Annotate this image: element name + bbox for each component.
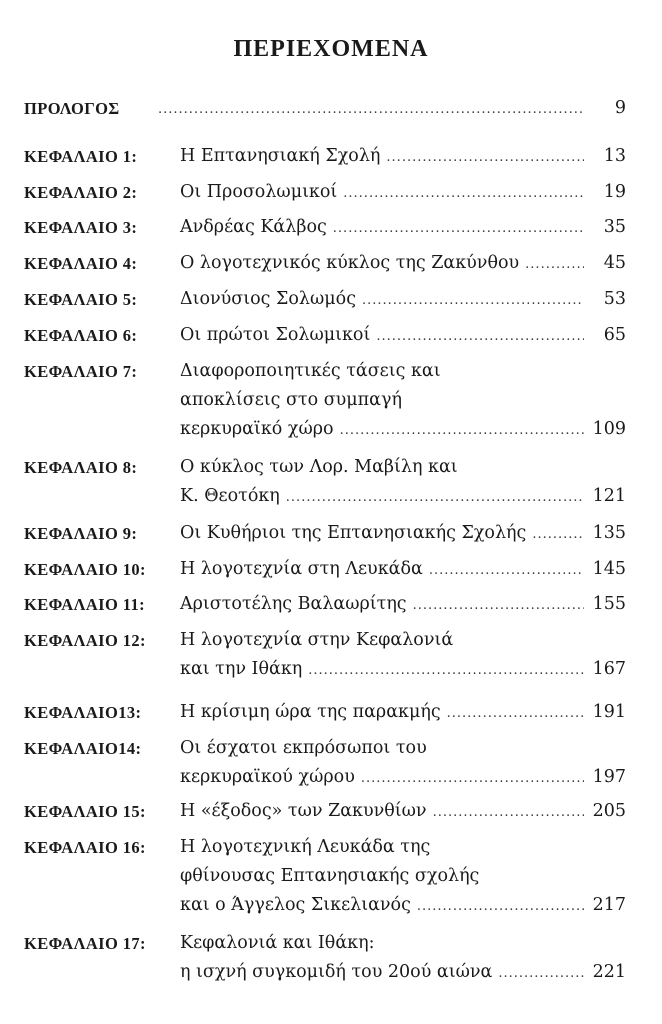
toc-entry-line <box>24 929 626 958</box>
chapter-title: Ο λογοτεχνικός κύκλος της Ζακύνθου <box>180 253 520 273</box>
chapter-label: ΚΕΦΑΛΑΙΟ 7: <box>24 362 138 381</box>
dot-leader <box>362 286 584 315</box>
page-number: 217 <box>592 895 626 915</box>
toc-entry-line <box>24 285 626 314</box>
dot-leader <box>532 520 584 549</box>
dot-leader <box>386 143 584 172</box>
page-number: 53 <box>603 289 626 309</box>
page-number: 205 <box>592 801 626 821</box>
chapter-label: ΠΡΟΛΟΓΟΣ <box>24 99 120 118</box>
page-number: 197 <box>592 767 626 787</box>
chapter-title: Οι Κυθήριοι της Επτανησιακής Σχολής <box>180 523 527 543</box>
chapter-title: Αριστοτέλης Βαλαωρίτης <box>180 594 407 614</box>
toc-entry-line <box>24 142 626 171</box>
toc-entry-line <box>24 213 626 242</box>
page-number: 155 <box>592 594 626 614</box>
dot-leader <box>286 483 584 512</box>
toc-entry <box>24 929 626 987</box>
toc-entry <box>24 519 626 548</box>
toc-entry <box>24 94 626 123</box>
toc-entry-line <box>24 626 626 655</box>
dot-leader <box>447 699 584 728</box>
page-number: 191 <box>592 702 626 722</box>
toc-entry-line <box>24 386 626 415</box>
chapter-title: Οι έσχατοι εκπρόσωποι του <box>180 738 427 758</box>
toc-entry <box>24 357 626 444</box>
page-number: 45 <box>603 253 626 273</box>
chapter-title: κερκυραϊκό χώρο <box>180 419 334 439</box>
page-number: 121 <box>592 486 626 506</box>
toc-entry <box>24 142 626 171</box>
toc-entry-line <box>24 94 626 123</box>
chapter-title: Διαφοροποιητικές τάσεις και <box>180 361 441 381</box>
chapter-label: ΚΕΦΑΛΑΙΟ 4: <box>24 254 138 273</box>
toc-entry-line <box>24 862 626 891</box>
toc-entry <box>24 213 626 242</box>
chapter-title: η ισχνή συγκομιδή του 20ού αιώνα <box>180 962 493 982</box>
toc-entry-line <box>24 734 626 763</box>
toc-entry <box>24 590 626 619</box>
toc-entry-line <box>24 833 626 862</box>
dot-leader <box>158 95 584 124</box>
toc-entry-line <box>24 519 626 548</box>
page-number: 221 <box>592 962 626 982</box>
toc-entry <box>24 285 626 314</box>
toc-entry-line <box>24 590 626 619</box>
chapter-label: ΚΕΦΑΛΑΙΟ 16: <box>24 838 146 857</box>
chapter-label: ΚΕΦΑΛΑΙΟ 2: <box>24 183 138 202</box>
page-number: 19 <box>603 182 626 202</box>
chapter-label: ΚΕΦΑΛΑΙΟ 3: <box>24 218 138 237</box>
toc-entry <box>24 249 626 278</box>
toc-entry-line <box>24 482 626 511</box>
toc-entry-line <box>24 763 626 792</box>
toc-entry-line <box>24 655 626 684</box>
chapter-label: ΚΕΦΑΛΑΙΟ 11: <box>24 595 146 614</box>
dot-leader <box>376 322 584 351</box>
dot-leader <box>417 892 584 921</box>
chapter-label: ΚΕΦΑΛΑΙΟ 8: <box>24 458 138 477</box>
dot-leader <box>429 556 584 585</box>
page-number: 135 <box>592 523 626 543</box>
chapter-label: ΚΕΦΑΛΑΙΟ 10: <box>24 560 146 579</box>
toc-entry-line <box>24 958 626 987</box>
chapter-label: ΚΕΦΑΛΑΙΟ14: <box>24 739 142 758</box>
page-title: ΠΕΡΙΕΧΟΜΕΝΑ <box>233 36 429 62</box>
toc-entry-line <box>24 415 626 444</box>
toc-entry <box>24 833 626 920</box>
chapter-title: Η «έξοδος» των Ζακυνθίων <box>180 801 427 821</box>
toc-entry-line <box>24 321 626 350</box>
dot-leader <box>333 214 584 243</box>
chapter-label: ΚΕΦΑΛΑΙΟ13: <box>24 703 142 722</box>
toc-entry-line <box>24 249 626 278</box>
chapter-title: Η κρίσιμη ώρα της παρακμής <box>180 702 441 722</box>
toc-entry <box>24 698 626 727</box>
page-number: 9 <box>614 98 626 118</box>
toc-entry <box>24 178 626 207</box>
chapter-title: Η λογοτεχνία στη Λευκάδα <box>180 559 423 579</box>
chapter-label: ΚΕΦΑΛΑΙΟ 1: <box>24 147 138 166</box>
toc-entry <box>24 797 626 826</box>
toc-entry-line <box>24 357 626 386</box>
chapter-title: και την Ιθάκη <box>180 659 303 679</box>
chapter-title: αποκλίσεις στο συμπαγή <box>180 390 402 410</box>
toc-entry-line <box>24 555 626 584</box>
toc-entry-line <box>24 891 626 920</box>
chapter-label: ΚΕΦΑΛΑΙΟ 5: <box>24 290 138 309</box>
chapter-title: Ανδρέας Κάλβος <box>180 217 327 237</box>
chapter-title: Διονύσιος Σολωμός <box>180 289 356 309</box>
chapter-title: Η λογοτεχνική Λευκάδα της <box>180 837 431 857</box>
chapter-label: ΚΕΦΑΛΑΙΟ 15: <box>24 802 146 821</box>
chapter-title: φθίνουσας Επτανησιακής σχολής <box>180 866 480 886</box>
dot-leader <box>308 656 584 685</box>
page-number: 167 <box>592 659 626 679</box>
page-number: 13 <box>603 146 626 166</box>
toc-entry <box>24 321 626 350</box>
chapter-title: Η Επτανησιακή Σχολή <box>180 146 381 166</box>
toc-entry <box>24 626 626 684</box>
chapter-label: ΚΕΦΑΛΑΙΟ 12: <box>24 631 146 650</box>
dot-leader <box>340 416 584 445</box>
dot-leader <box>361 764 584 793</box>
chapter-title: Οι πρώτοι Σολωμικοί <box>180 325 371 345</box>
dot-leader <box>343 179 584 208</box>
toc-entry-line <box>24 178 626 207</box>
chapter-label: ΚΕΦΑΛΑΙΟ 6: <box>24 326 138 345</box>
toc-entry-line <box>24 453 626 482</box>
chapter-title: κερκυραϊκού χώρου <box>180 767 355 787</box>
toc-entry-line <box>24 797 626 826</box>
chapter-label: ΚΕΦΑΛΑΙΟ 9: <box>24 524 138 543</box>
page-number: 35 <box>603 217 626 237</box>
dot-leader <box>433 798 584 827</box>
toc-entry-line <box>24 698 626 727</box>
toc-entry <box>24 453 626 511</box>
chapter-title: και ο Άγγελος Σικελιανός <box>180 895 411 915</box>
page-number: 145 <box>592 559 626 579</box>
chapter-title: Ο κύκλος των Λορ. Μαβίλη και <box>180 457 458 477</box>
dot-leader <box>525 250 584 279</box>
chapter-title: Κ. Θεοτόκη <box>180 486 280 506</box>
dot-leader <box>413 591 584 620</box>
page-number: 109 <box>592 419 626 439</box>
chapter-title: Κεφαλονιά και Ιθάκη: <box>180 933 375 953</box>
toc-entry <box>24 734 626 792</box>
toc-entry <box>24 555 626 584</box>
dot-leader <box>498 959 584 988</box>
page-number: 65 <box>603 325 626 345</box>
chapter-title: Η λογοτεχνία στην Κεφαλονιά <box>180 630 454 650</box>
chapter-title: Οι Προσολωμικοί <box>180 182 338 202</box>
chapter-label: ΚΕΦΑΛΑΙΟ 17: <box>24 934 146 953</box>
